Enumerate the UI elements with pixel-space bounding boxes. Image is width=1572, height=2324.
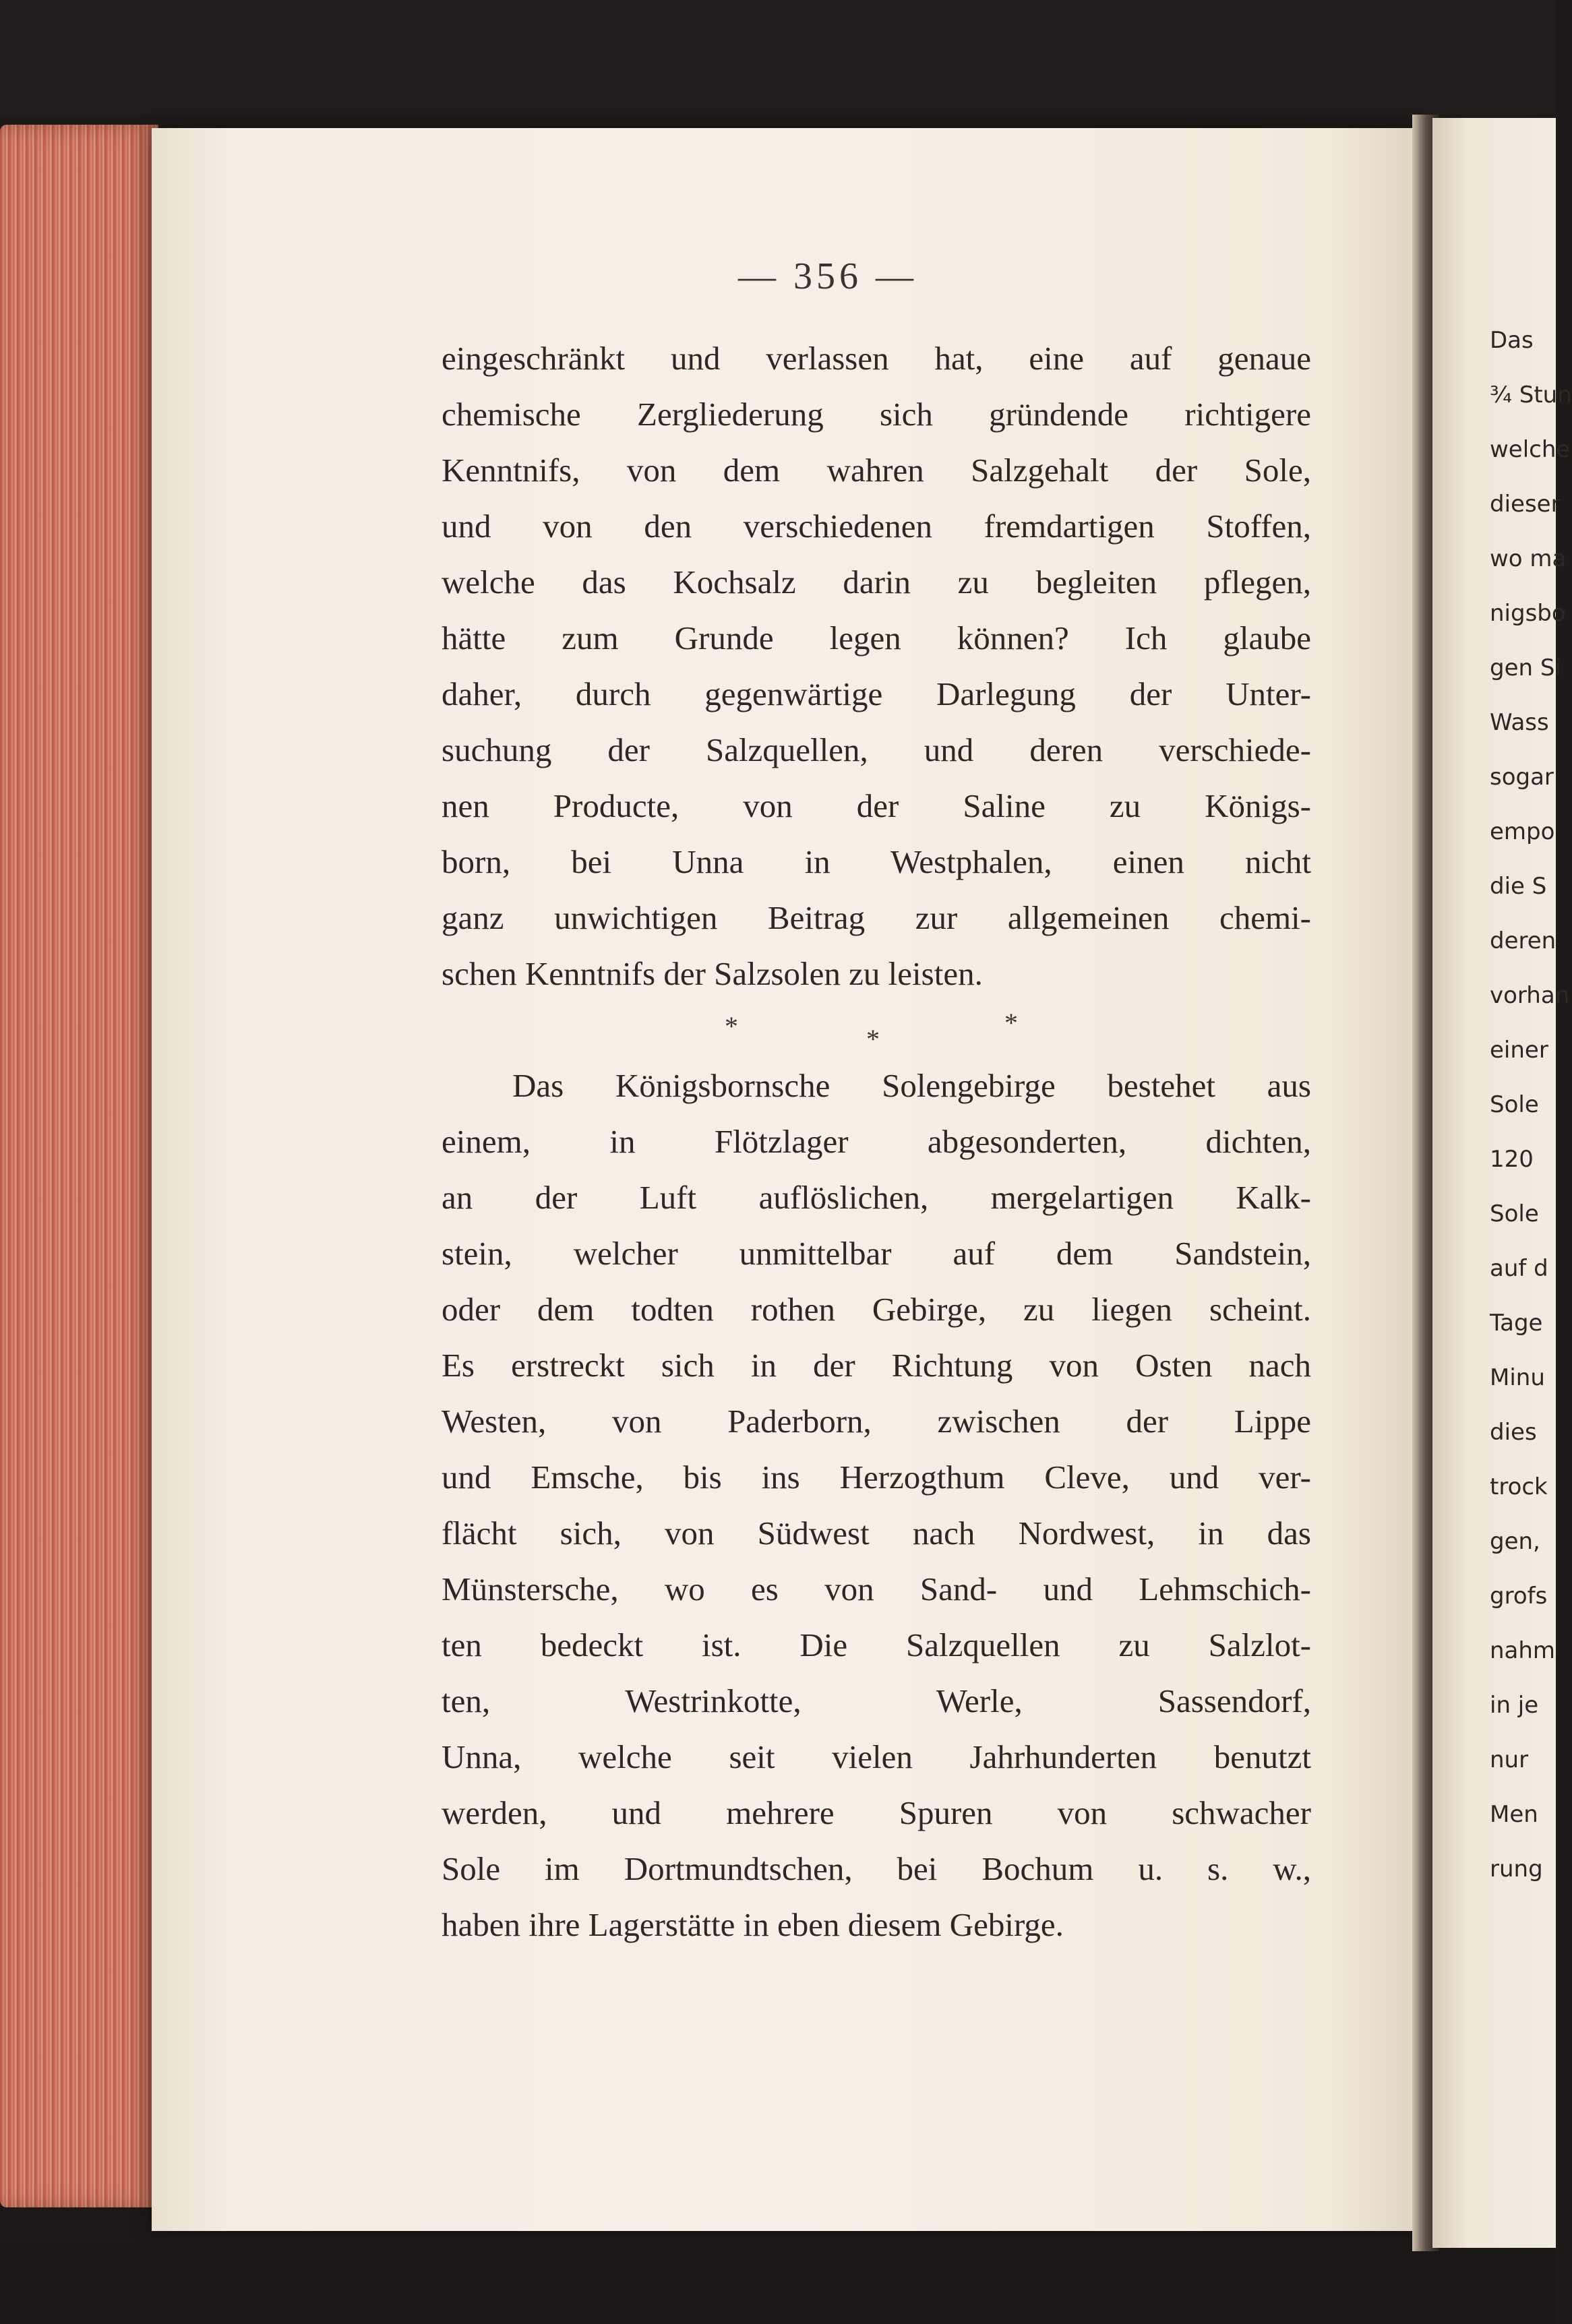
text-line: daher, durch gegenwärtige Darlegung der Unter-: [442, 675, 1311, 712]
text-line: stein, welcher unmittelbar auf dem Sandstein,: [442, 1235, 1311, 1272]
facing-line: Das: [1490, 327, 1534, 354]
book-page-edges: [0, 125, 158, 2207]
separator-star: *: [725, 1011, 738, 1041]
text-line: Westen, von Paderborn, zwischen der Lippe: [442, 1403, 1311, 1440]
text-line: suchung der Salzquellen, und deren verschiede-: [442, 731, 1311, 768]
facing-line: Minu: [1490, 1364, 1545, 1391]
facing-line: empo: [1490, 818, 1555, 845]
facing-line: gen Si: [1490, 654, 1561, 681]
paragraph-2: [442, 1058, 1311, 1953]
top-dark-margin: [0, 0, 1556, 115]
facing-line: wo ma: [1490, 545, 1567, 572]
separator-star: *: [1004, 1008, 1018, 1038]
facing-line: welche: [1490, 436, 1571, 463]
bottom-dark-margin: [0, 2244, 1556, 2324]
facing-line: dies: [1490, 1419, 1537, 1446]
text-line: und Emsche, bis ins Herzogthum Cleve, und ver-: [442, 1459, 1311, 1496]
facing-line: einer: [1490, 1037, 1548, 1064]
text-line: schen Kenntnifs der Salzsolen zu leisten.: [442, 955, 983, 992]
text-line: Münstersche, wo es von Sand- und Lehmschich-: [442, 1570, 1311, 1608]
text-line: haben ihre Lagerstätte in eben diesem Gebirge.: [442, 1906, 1064, 1943]
facing-line: sogar: [1490, 764, 1554, 791]
text-line: ganz unwichtigen Beitrag zur allgemeinen chemi-: [442, 899, 1311, 936]
text-line: nen Producte, von der Saline zu Königs-: [442, 787, 1311, 824]
text-line: werden, und mehrere Spuren von schwacher: [442, 1794, 1311, 1831]
facing-line: nur: [1490, 1746, 1529, 1773]
text-line: Sole im Dortmundtschen, bei Bochum u. s. w.,: [442, 1850, 1311, 1887]
facing-line: grofs: [1490, 1583, 1548, 1610]
text-line: welche das Kochsalz darin zu begleiten pflegen,: [442, 563, 1311, 601]
text-line: flächt sich, von Südwest nach Nordwest, in das: [442, 1515, 1311, 1552]
body-text: [442, 330, 1311, 1953]
text-line: und von den verschiedenen fremdartigen Stoffen,: [442, 508, 1311, 545]
facing-line: die S: [1490, 873, 1547, 900]
text-line: Kenntnifs, von dem wahren Salzgehalt der Sole,: [442, 452, 1311, 489]
facing-line: Wass: [1490, 709, 1549, 736]
text-line: Das Königsbornsche Solengebirge bestehet aus: [512, 1067, 1311, 1104]
text-line: ten bedeckt ist. Die Salzquellen zu Salzlot-: [442, 1626, 1311, 1663]
facing-line: deren: [1490, 927, 1556, 954]
text-line: Es erstreckt sich in der Richtung von Osten nach: [442, 1347, 1311, 1384]
text-line: eingeschränkt und verlassen hat, eine auf genaue: [442, 340, 1311, 377]
text-line: Unna, welche seit vielen Jahrhunderten benutzt: [442, 1738, 1311, 1775]
text-line: an der Luft auflöslichen, mergelartigen Kalk-: [442, 1179, 1311, 1216]
facing-line: Tage: [1490, 1310, 1543, 1337]
facing-line: auf d: [1490, 1255, 1548, 1282]
facing-line: dieser: [1490, 491, 1561, 518]
section-separator: [442, 1002, 1311, 1058]
facing-line: vorhan: [1490, 982, 1570, 1009]
paragraph-1: [442, 330, 1311, 1002]
facing-line: in je: [1490, 1692, 1539, 1719]
text-line: einem, in Flötzlager abgesonderten, dichten,: [442, 1123, 1311, 1160]
facing-line: gen,: [1490, 1528, 1540, 1555]
facing-page-text: [1490, 313, 1572, 1897]
facing-line: Sole: [1490, 1200, 1539, 1227]
facing-line: rung: [1490, 1856, 1543, 1883]
text-line: born, bei Unna in Westphalen, einen nicht: [442, 843, 1311, 880]
text-line: oder dem todten rothen Gebirge, zu liegen scheint.: [442, 1291, 1311, 1328]
facing-line: trock: [1490, 1473, 1548, 1500]
facing-line: ¾ Stun: [1490, 381, 1572, 408]
facing-line: Sole: [1490, 1091, 1539, 1118]
facing-line: Men: [1490, 1801, 1538, 1828]
facing-line: nahm: [1490, 1637, 1556, 1664]
separator-star: *: [866, 1024, 880, 1054]
text-line: chemische Zergliederung sich gründende richtigere: [442, 396, 1311, 433]
text-line: hätte zum Grunde legen können? Ich glaube: [442, 619, 1311, 656]
facing-line: 120: [1490, 1146, 1534, 1173]
page-number: — 356 —: [738, 255, 917, 297]
facing-line: nigsbo: [1490, 600, 1566, 627]
text-line: ten, Westrinkotte, Werle, Sassendorf,: [442, 1682, 1311, 1719]
